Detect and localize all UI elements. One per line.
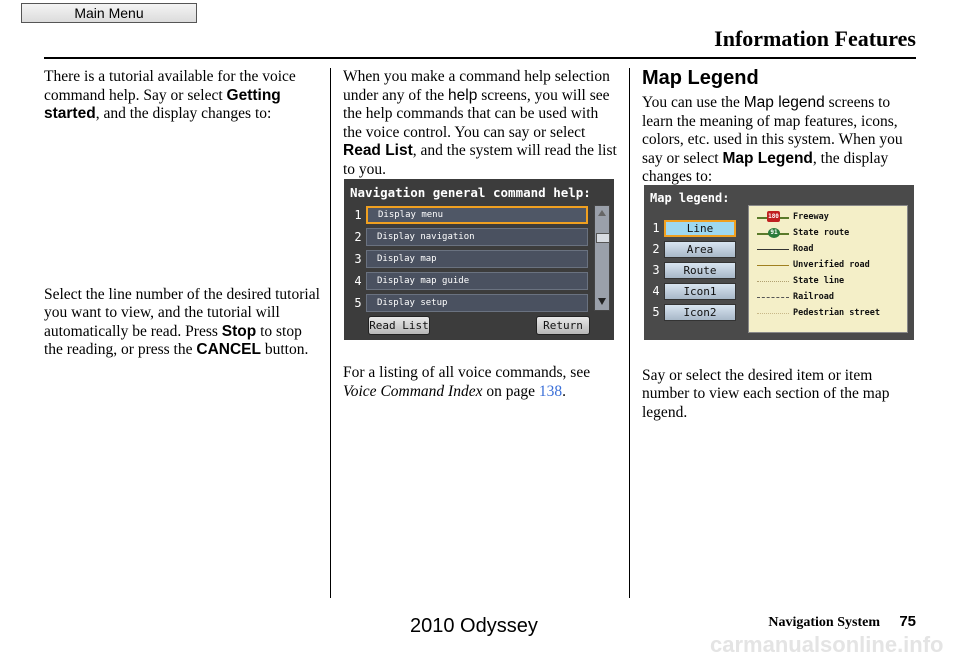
state-line-line — [757, 281, 789, 282]
column-divider — [330, 68, 331, 598]
scroll-up-icon[interactable] — [598, 210, 606, 216]
row-number: 4 — [354, 274, 362, 288]
row-number: 5 — [652, 305, 660, 319]
help-term: help — [448, 86, 478, 104]
legend-unverified-road — [757, 258, 907, 272]
select-line-paragraph — [44, 286, 320, 360]
text: screens to learn the meaning of map features, icons, colors, etc. used in this system. When you say or select — [642, 94, 903, 167]
text: button. — [260, 341, 309, 358]
read-list-button[interactable]: Read List — [368, 316, 430, 335]
legend-label: State line — [793, 276, 845, 286]
legend-label: State route — [793, 228, 850, 238]
row-number: 3 — [652, 263, 660, 277]
map-legend-screen — [644, 185, 914, 340]
map-legend-term: Map legend — [743, 94, 825, 111]
text: on page — [482, 382, 539, 400]
text: to stop the reading, or press the — [44, 322, 302, 358]
listing-paragraph — [343, 364, 619, 401]
voice-command-index-ref: Voice Command Index — [343, 382, 483, 400]
unverified-road-line — [757, 265, 789, 266]
command-help-screen — [344, 179, 614, 340]
text: , and the system will read the list to you. — [343, 142, 617, 178]
text: , and the display changes to: — [95, 105, 272, 122]
legend-label: Pedestrian street — [793, 308, 880, 318]
row-number: 3 — [354, 252, 362, 266]
row-number: 4 — [652, 284, 660, 298]
cancel-term: CANCEL — [196, 341, 261, 358]
text: Select the line number of the desired tutorial you want to view, and the tutorial will automatically be read. Press — [44, 285, 320, 340]
scrollbar[interactable] — [594, 205, 610, 311]
help-paragraph — [343, 68, 619, 179]
interstate-shield-icon: 180 — [768, 213, 779, 220]
return-button[interactable]: Return — [536, 316, 590, 335]
section-heading: Map Legend — [642, 67, 759, 89]
text: . — [562, 382, 566, 400]
header-rule — [44, 57, 916, 59]
row-number: 5 — [354, 296, 362, 310]
getting-started-term: Getting started — [44, 86, 281, 122]
map-legend-bold-term: Map Legend — [722, 149, 813, 167]
footer-section: Navigation System — [768, 615, 880, 630]
help-item-display-navigation[interactable]: Display navigation — [366, 228, 588, 246]
text: , the display changes to: — [642, 149, 889, 185]
map-legend-paragraph — [642, 94, 922, 187]
stop-term: Stop — [221, 322, 257, 340]
help-item-display-map[interactable]: Display map — [366, 250, 588, 268]
legend-pedestrian-street — [757, 306, 907, 320]
page-number: 75 — [899, 613, 916, 630]
legend-state-route — [757, 226, 907, 240]
page-link[interactable]: 138 — [538, 382, 563, 400]
row-number: 2 — [652, 242, 660, 256]
legend-road — [757, 242, 907, 256]
legend-route-button[interactable]: Route — [664, 262, 736, 279]
scroll-thumb[interactable] — [596, 233, 610, 243]
column-divider — [629, 68, 630, 598]
screen-title: Navigation general command help: — [350, 185, 591, 200]
legend-icon1-button[interactable]: Icon1 — [664, 283, 736, 300]
legend-area-button[interactable]: Area — [664, 241, 736, 258]
site-watermark: carmanualsonline.info — [710, 632, 944, 657]
text: You can use the — [642, 94, 744, 111]
legend-line-button[interactable]: Line — [664, 220, 736, 237]
legend-freeway — [757, 210, 907, 224]
text: For a listing of all voice commands, see — [343, 364, 591, 381]
legend-icon2-button[interactable]: Icon2 — [664, 304, 736, 321]
tutorial-paragraph — [44, 68, 320, 124]
help-item-display-menu[interactable]: Display menu — [366, 206, 588, 224]
legend-panel — [748, 205, 908, 333]
text: screens, you will see the help commands that can be used with the voice control. You can say or select — [343, 86, 610, 141]
select-item-paragraph: Say or select the desired item or item number to view each section of the map legend. — [642, 366, 890, 421]
row-number: 1 — [652, 221, 660, 235]
main-menu-button[interactable]: Main Menu — [21, 3, 197, 23]
help-item-display-map-guide[interactable]: Display map guide — [366, 272, 588, 290]
screen-title: Map legend: — [650, 191, 730, 205]
row-number: 1 — [354, 208, 362, 222]
page-title: Information Features — [714, 26, 916, 51]
railroad-line — [757, 297, 789, 298]
legend-label: Unverified road — [793, 260, 870, 270]
legend-state-line — [757, 274, 907, 288]
legend-railroad — [757, 290, 907, 304]
read-list-term: Read List — [343, 142, 413, 159]
road-line — [757, 249, 789, 250]
help-item-display-setup[interactable]: Display setup — [366, 294, 588, 312]
scroll-down-icon[interactable] — [598, 298, 606, 305]
legend-label: Road — [793, 244, 814, 254]
text: There is a tutorial available for the voice command help. Say or select — [44, 68, 296, 104]
legend-label: Railroad — [793, 292, 834, 302]
pedestrian-street-line — [757, 313, 789, 314]
model-watermark: 2010 Odyssey — [410, 615, 538, 637]
column-1 — [44, 68, 320, 360]
state-route-shield-icon: 91 — [768, 228, 780, 238]
text: When you make a command help selection under any of the — [343, 68, 610, 104]
row-number: 2 — [354, 230, 362, 244]
legend-label: Freeway — [793, 212, 829, 222]
